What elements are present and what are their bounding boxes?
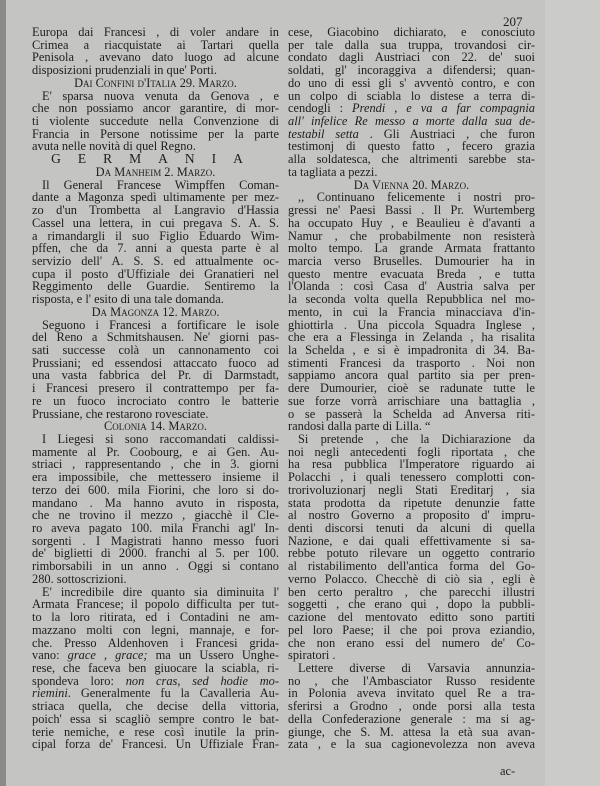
section-heading: Da Magonza 12. Marzo.	[91, 304, 220, 319]
text-line: Penisola , avevano dato luogo ad alcune	[32, 50, 279, 65]
text-span: ma un Ussero Unghe-	[147, 648, 280, 663]
text-line: zata , e la sua cagionevolezza non aveva	[288, 737, 535, 752]
section-heading: Dai Confini d'Italia 29. Marzo.	[74, 75, 237, 90]
text-line: al ristabilimento dell'antica forma del Go-	[288, 559, 535, 574]
text-line: Polacchi , i quali tenessero complotti con-	[288, 470, 535, 485]
section-heading: GERMANIA	[51, 151, 260, 167]
text-line: Lettere diverse di Varsavia annunzia-	[298, 660, 535, 675]
text-line: marcia verso Bruselles. Dumourier ha in	[288, 253, 535, 268]
page-edge-shadow	[0, 0, 6, 786]
text-line: pel loro Paese; il che poi prova eziandio,	[288, 622, 535, 637]
text-line: un colpo di sciabla lo distese a terra di-	[288, 88, 535, 103]
text-line: alla soldatesca, che altrimenti sarebbe sta-	[288, 152, 535, 167]
text-line: a rimandargli il suo Figlio Eduardo Wim-	[32, 228, 279, 243]
text-line: zo d'un Trombetta al Langravio d'Hassia	[32, 203, 279, 218]
text-line: to la loro ritirata, ed i Contadini ne am-	[32, 610, 279, 625]
text-line: ha resa pubblica l'Imperatore riguardo ai	[288, 457, 535, 472]
text-span: . Generalmente fu la Cavalleria Au-	[67, 686, 279, 701]
text-line: do uno di essi gli s' avventò contro, e con	[288, 75, 535, 90]
text-line: la Schelda , e si è impadronita di 34. Ba-	[288, 342, 535, 357]
text-line: i Francesi presero il contrattempo per fa-	[32, 381, 279, 396]
text-line: dante a Magonza spedì ultimamente per mez-	[32, 190, 279, 205]
text-line: disposizioni prudenziali in que' Porti.	[32, 63, 217, 78]
text-line: sati successe colà un cannonamento coi	[32, 342, 279, 357]
italic-text: riemini	[32, 686, 68, 701]
text-line: 280. sottoscrizioni.	[32, 571, 127, 586]
text-line: l'Olanda : così Casa d' Austria salva per	[288, 279, 535, 294]
text-line: Europa dai Francesi , di voler andare in	[32, 25, 279, 39]
text-line: randosi dalla parte di Lilla. “	[288, 419, 431, 434]
text-line: I Liegesi si sono raccomandati caldissi-	[42, 432, 279, 446]
text-line: cipal forza de' Francesi. Un Uffiziale Fran-	[32, 737, 279, 752]
text-line: rimborsabili in un anno . Oggi si contano	[32, 559, 279, 574]
text-line: che non erano essi del numero de' Co-	[288, 635, 535, 650]
text-line: Cassel una lettera, in cui pregava S. A. S.	[32, 215, 279, 230]
text-line: striaci , rappresentando , che in 3. giorni	[32, 457, 279, 472]
text-line: della Confederazione generale : ma si ag-	[288, 711, 535, 726]
text-line: ti violente succedute nella Convenzione di	[32, 114, 279, 129]
text-line: Seguono i Francesi a fortificare le isole	[42, 317, 279, 332]
text-line: Si pretende , che la Dichiarazione da	[298, 432, 535, 446]
italic-text: non cras, sed hodie mo-	[125, 673, 279, 688]
text-line: poich' essa si scagliò sempre contro le bat-	[32, 711, 279, 726]
text-line: testimonj di questo fatto , fecero grazia	[288, 139, 535, 154]
section-heading: Colonia 14. Marzo.	[103, 419, 208, 434]
page-number: 207	[503, 14, 523, 29]
text-line: Francia in Persone notissime per la parte	[32, 126, 279, 141]
text-line: che. Presso Aldenhoven i Francesi grida-	[32, 635, 279, 650]
text-line: Crimea a riacquistate ai Tartari quella	[32, 37, 279, 52]
text-line: servizio dell' A. S. S. ed attualmente oc-	[32, 253, 279, 268]
text-line: soggetti , che erano qui , dopo la pubbli-	[288, 597, 535, 612]
text-line: Reggimento delle Guardie. Sentiremo la	[32, 279, 279, 294]
text-line: mamente al Pr. Coobourg, e ai Gen. Au-	[32, 444, 279, 459]
text-line: pffen, che da 7. anni a questa parte è al	[32, 241, 279, 256]
text-line: risposta, e l' esito di una tale domanda.	[32, 292, 224, 307]
text-line: terie nemiche, e rese così inutile la prin-	[32, 724, 279, 739]
text-span: cendogli :	[288, 101, 353, 116]
text-line: cazione del mentovato editto sono partiti	[288, 610, 535, 625]
text-span: spondeva loro:	[32, 673, 126, 688]
section-heading: Da Manheim 2. Marzo.	[95, 164, 216, 179]
text-line: sappiamo ancora qual partito sia per pren-	[288, 368, 535, 383]
text-line: o se passerà la Schelda ad Anversa riti-	[288, 406, 535, 421]
text-line: stimenti Francesi da trasporto . Noi non	[288, 355, 535, 370]
catchword: ac-	[500, 764, 516, 778]
text-line: dere Dumourier, cioè se radunate tutte le	[288, 381, 535, 396]
text-line: che era a Flessinga in Zelanda , ha risalita	[288, 330, 535, 345]
text-line: terzo dei 600. mila Fiorini, che loro si do-	[32, 482, 279, 497]
text-line: giunge, che S. M. attesa la età sua avan-	[288, 724, 535, 739]
text-line: E' sparsa nuova venuta da Genova , e	[42, 88, 279, 103]
text-line: spiratori .	[288, 648, 336, 663]
text-line: che ne trovino il mezzo , giacchè il Cle-	[32, 508, 279, 523]
text-line: Nazione, e dai quali effettivamente si sa-	[288, 533, 535, 548]
italic-text: Prendi , e va a far compagnia	[352, 101, 535, 116]
text-line: al nostro Governo a proposito d' impru-	[288, 508, 535, 523]
text-line: rese, che faceva ben giuocare la sciabla, ri-	[32, 660, 279, 675]
text-line: soldati, gl' incoraggiva a difendersi; quan-	[288, 63, 535, 78]
text-line: era impossibile, che mettessero insieme il	[32, 470, 279, 485]
text-line: Prussiani; ed essendosi attaccato fuoco ad	[32, 355, 279, 370]
text-line: mento, in cui la Francia minacciava d'in-	[288, 304, 535, 319]
text-line: rebbe potuto rilevare un oggetto contrario	[288, 546, 535, 561]
text-line: la seconda volta quella Repubblica nel mo-	[288, 292, 535, 307]
text-line: ha occupato Huy , e Beaulieu è d'avanti a	[288, 215, 535, 230]
text-line: ben certo peraltro , che parecchi illustri	[288, 584, 535, 599]
text-line: Prussiane, che restarono rovesciate.	[32, 406, 209, 421]
text-line: ro aveva pagato 100. mila Franchi agl' In-	[32, 521, 279, 536]
text-line: condato dagli Austriaci con 22. de' suoi	[288, 50, 535, 65]
text-line: avuta nelle novità di quel Regno.	[32, 139, 196, 154]
text-line: Armata Francese; il popolo difficulta per tut-	[32, 597, 279, 612]
text-line: del Reno a Schmitshausen. Ne' giorni pas-	[32, 330, 279, 345]
text-line: mazzano molti con legni, mannaje, e for-	[32, 622, 279, 637]
text-line: ghiottirla . Una piccola Squadra Inglese ,	[288, 317, 535, 332]
text-line: in Polonia aveva invitato quel Re a tra-	[288, 686, 535, 701]
text-line: denti discorsi tenuti da alcuni di quella	[288, 521, 535, 536]
section-heading: Da Vienna 20. Marzo.	[353, 177, 470, 192]
text-line: ta tagliata a pezzi.	[288, 164, 378, 179]
left-column	[32, 26, 279, 751]
italic-text: all' infelice Re messo a morte dalla sua de-	[288, 114, 535, 129]
italic-text: testabil setta	[288, 126, 359, 141]
text-span: vano:	[32, 648, 68, 663]
text-line: che non possiamo ancor garantire, di mor-	[32, 101, 279, 116]
text-line: per tale dalla sua truppa, trovandosi cir-	[288, 37, 535, 52]
text-line: molto tempo. La grande Armata frattanto	[288, 241, 535, 256]
text-line: sue forze vorrà arrischiare una battaglia ,	[288, 393, 535, 408]
text-line: stata prodotta da ripetute denunzie fatte	[288, 495, 535, 510]
text-line: ,, Continuano felicemente i nostri pro-	[298, 190, 535, 205]
text-line: una vasta fabbrica del Pr. di Darmstadt,	[32, 368, 279, 383]
text-span: . Gli Austriaci , che furon	[358, 126, 535, 141]
text-line: no , che l'Ambasciator Russo residente	[288, 673, 535, 688]
text-line: trorivoluzionarj negli Stati Ereditarj , sia	[288, 482, 535, 497]
italic-text: grace , grace;	[67, 648, 148, 663]
text-line: mandano . Ma hanno avuto in risposta,	[32, 495, 279, 510]
text-line: verno Polacco. Checchè di ciò sia , egli è	[288, 571, 535, 586]
text-line: re un fuoco incrociato contro le batterie	[32, 393, 279, 408]
text-line: sorgenti . I Magistrati hanno messo fuori	[32, 533, 279, 548]
text-line: Namur , che probabilmente non resisterà	[288, 228, 535, 243]
text-line: E' incredibile dire quanto sia diminuita l'	[42, 584, 279, 599]
text-line: Il General Francese Wimpffen Coman-	[42, 177, 279, 192]
text-line: sferirsi a Grodno , onde porsi alla testa	[288, 699, 535, 714]
text-line: noi negli antecedenti fogli riportata , che	[288, 444, 535, 459]
text-line: cese, Giacobino dichiarato, e conosciuto	[288, 25, 535, 39]
text-line: de' biglietti di 2000. franchi al 5. per 100.	[32, 546, 279, 561]
right-column	[288, 26, 535, 751]
text-line: gressi ne' Paesi Bassi . Il Pr. Wurtemberg	[288, 203, 535, 218]
text-line: striaca quella, che decise della vittoria,	[32, 699, 279, 714]
text-line: questo mentre evacuata Breda , e tutta	[288, 266, 535, 281]
text-line: cupa il posto d'Uffiziale dei Granatieri nel	[32, 266, 279, 281]
page-margin	[545, 0, 600, 786]
